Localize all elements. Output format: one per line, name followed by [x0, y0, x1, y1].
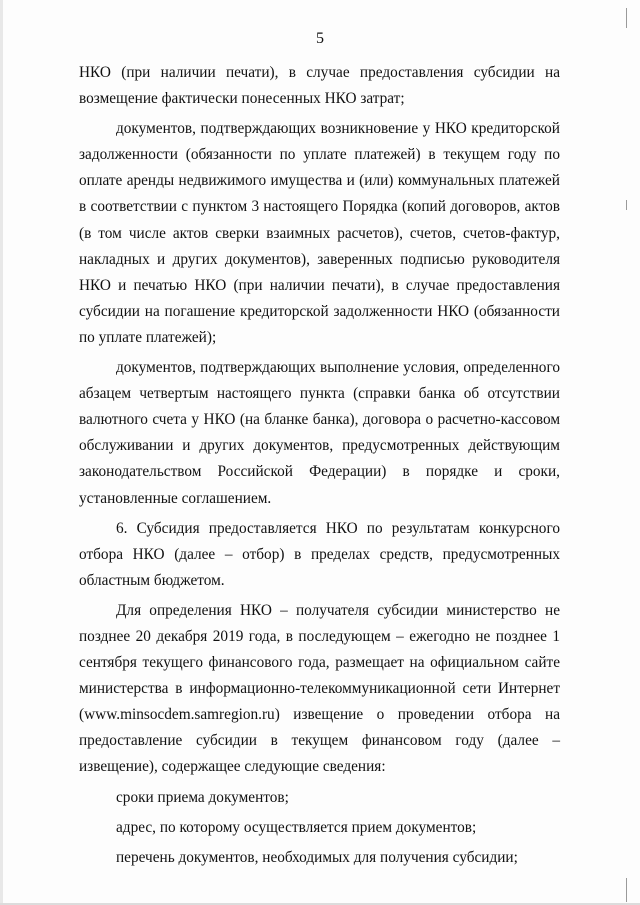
paragraph: НКО (при наличии печати), в случае предоставления субсидии на возмещение фактически понесенных НКО затрат;	[79, 64, 560, 108]
scan-mark-bottom	[626, 878, 627, 902]
list-item: адрес, по которому осуществляется прием документов;	[116, 818, 477, 836]
scan-mark-mid	[626, 200, 627, 210]
list-item: сроки приема документов;	[116, 788, 289, 806]
list-item: перечень документов, необходимых для получения субсидии;	[116, 848, 518, 866]
document-body	[79, 60, 560, 871]
scan-edge-left	[0, 0, 3, 905]
paragraph: Для определения НКО – получателя субсидии министерство не позднее 20 декабря 2019 года, в последующем – ежегодно не позднее 1 сентября текущего финансового года, размещает на официальном сайте министерства в информационно-телекоммуникационной сети Интернет (www.minsocdem.samregion.ru) извещение о проведении отбора на предоставление субсидии в текущем финансовом году (далее – извещение), содержащее следующие сведения:	[79, 601, 560, 776]
scan-mark-top	[626, 8, 627, 28]
page-number: 5	[316, 30, 324, 47]
paragraph: 6. Субсидия предоставляется НКО по результатам конкурсного отбора НКО (далее – отбор) в пределах средств, предусмотренных областным бюджетом.	[79, 519, 560, 589]
paragraph: документов, подтверждающих выполнение условия, определенного абзацем четвертым настоящего пункта (справки банка об отсутствии валютного счета у НКО (на бланке банка), договора о расчетно-кассовом обслуживании и других документов, предусмотренных действующим законодательством Российской Федерации) в порядке и сроки, установленные соглашением.	[79, 359, 560, 507]
paragraph: документов, подтверждающих возникновение у НКО кредиторской задолженности (обязанности по уплате платежей) в текущем году по оплате аренды недвижимого имущества и (или) коммунальных платежей в соответствии с пунктом 3 настоящего Порядка (копий договоров, актов (в том числе актов сверки взаимных расчетов), счетов, счетов-фактур, накладных и других документов), заверенных подписью руководителя НКО и печатью НКО (при наличии печати), в случае предоставления субсидии на погашение кредиторской задолженности НКО (обязанности по уплате платежей);	[79, 120, 560, 346]
